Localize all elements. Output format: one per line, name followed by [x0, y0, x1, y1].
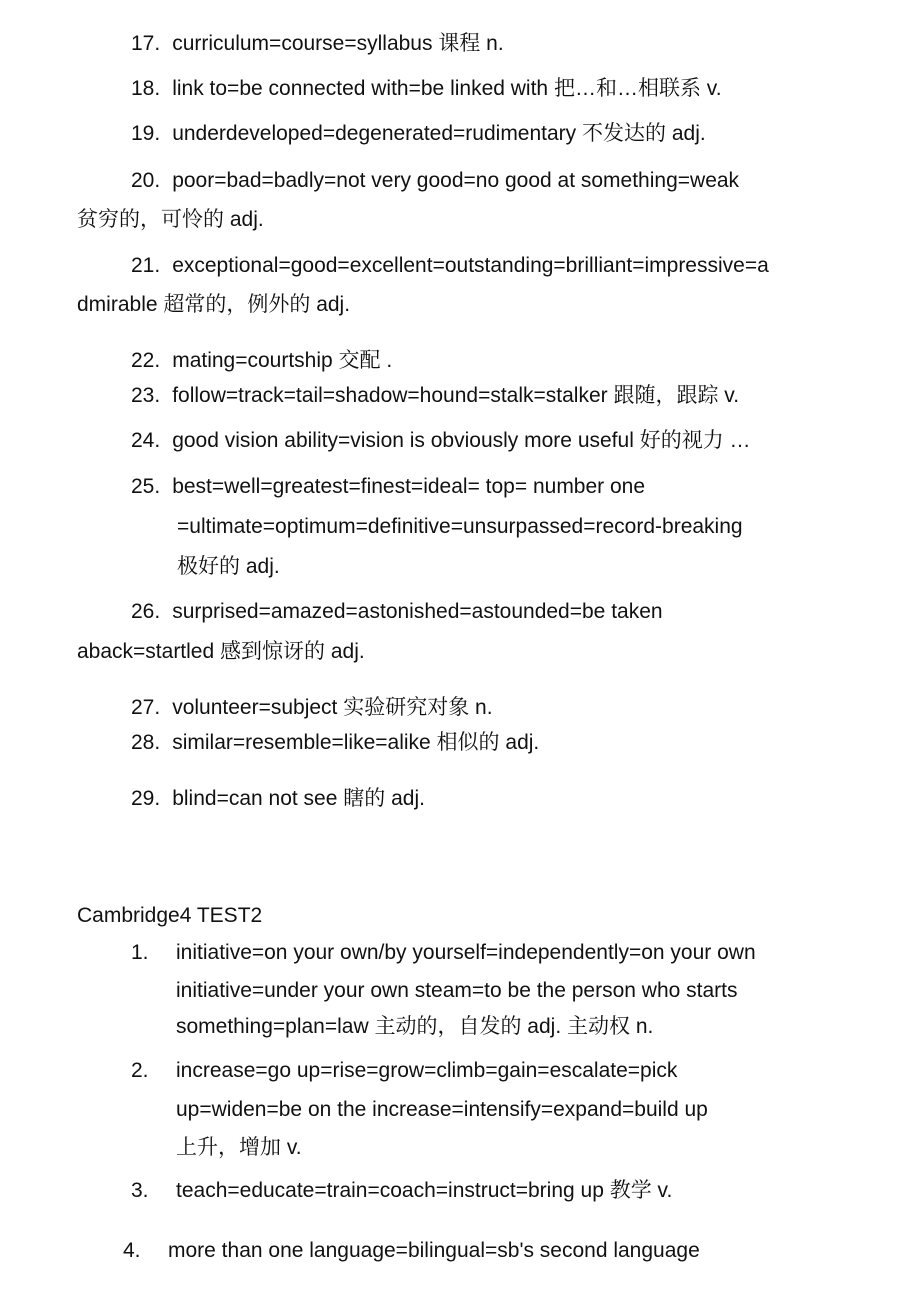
- item-number: 18.: [131, 77, 161, 100]
- item-number: 22.: [131, 349, 161, 372]
- item-line: [131, 940, 149, 966]
- item-line-continuation: something=plan=law 主动的，自发的 adj. 主动权 n.: [176, 1015, 654, 1038]
- item-text: link to=be connected with=be linked with 把…和…相联系 v.: [172, 77, 722, 100]
- item-text: similar=resemble=like=alike 相似的 adj.: [172, 731, 540, 754]
- item-line-continuation: up=widen=be on the increase=intensify=expand=build up: [176, 1098, 708, 1121]
- item-number: 20.: [131, 169, 161, 192]
- item-text: surprised=amazed=astonished=astounded=be taken: [172, 600, 663, 623]
- item-number: 29.: [131, 787, 161, 810]
- item-text: poor=bad=badly=not very good=no good at something=weak: [172, 169, 740, 192]
- item-number: 21.: [131, 254, 161, 277]
- item-text: underdeveloped=degenerated=rudimentary 不发达的 adj.: [172, 122, 706, 145]
- item-text: follow=track=tail=shadow=hound=stalk=stalker 跟随，跟踪 v.: [172, 384, 740, 407]
- item-text: volunteer=subject 实验研究对象 n.: [172, 696, 493, 719]
- item-line: [131, 168, 739, 194]
- item-line-continuation: 极好的 adj.: [177, 555, 280, 578]
- item-line: [131, 253, 769, 279]
- item-text: mating=courtship 交配 .: [172, 349, 393, 372]
- section-heading: Cambridge4 TEST2: [77, 904, 263, 927]
- item-number: 23.: [131, 384, 161, 407]
- item-line: [131, 474, 645, 500]
- item-line-continuation: dmirable 超常的，例外的 adj.: [77, 293, 351, 316]
- list-item-23: [131, 383, 739, 409]
- item-line-continuation: 贫穷的，可怜的 adj.: [77, 208, 264, 231]
- item-number: 28.: [131, 731, 161, 754]
- list-item-29: [131, 786, 425, 812]
- item-line-continuation: aback=startled 感到惊讶的 adj.: [77, 640, 365, 663]
- item-text: best=well=greatest=finest=ideal= top= number one: [172, 475, 646, 498]
- item-line-continuation: =ultimate=optimum=definitive=unsurpassed=record-breaking: [177, 515, 743, 538]
- list-item-27: [131, 695, 493, 721]
- list-item-18: [131, 76, 722, 102]
- item-line: [131, 1178, 149, 1204]
- item-text: exceptional=good=excellent=outstanding=brilliant=impressive=a: [172, 254, 769, 277]
- item-text: initiative=on your own/by yourself=independently=on your own: [176, 941, 756, 964]
- item-line: [131, 599, 663, 625]
- item-number: 1.: [131, 941, 149, 964]
- item-text: teach=educate=train=coach=instruct=bring up 教学 v.: [176, 1179, 673, 1202]
- item-text: good vision ability=vision is obviously more useful 好的视力 …: [172, 429, 751, 452]
- list-item-24: [131, 428, 751, 454]
- item-number: 26.: [131, 600, 161, 623]
- item-number: 3.: [131, 1179, 149, 1202]
- item-line-continuation: 上升，增加 v.: [176, 1136, 302, 1159]
- item-text: blind=can not see 瞎的 adj.: [172, 787, 425, 810]
- item-number: 27.: [131, 696, 161, 719]
- list-item-28: [131, 730, 539, 756]
- item-number: 19.: [131, 122, 161, 145]
- item-number: 4.: [123, 1239, 141, 1262]
- item-text: more than one language=bilingual=sb's second language: [168, 1239, 700, 1262]
- item-text: curriculum=course=syllabus 课程 n.: [172, 32, 504, 55]
- item-number: 17.: [131, 32, 161, 55]
- list-item-17: [131, 31, 504, 57]
- item-number: 25.: [131, 475, 161, 498]
- item-line: [131, 1058, 149, 1084]
- item-line: [123, 1238, 141, 1264]
- item-number: 2.: [131, 1059, 149, 1082]
- item-number: 24.: [131, 429, 161, 452]
- item-text: increase=go up=rise=grow=climb=gain=escalate=pick: [176, 1059, 678, 1082]
- list-item-22: [131, 348, 392, 374]
- item-line-continuation: initiative=under your own steam=to be the person who starts: [176, 979, 738, 1002]
- list-item-19: [131, 121, 706, 147]
